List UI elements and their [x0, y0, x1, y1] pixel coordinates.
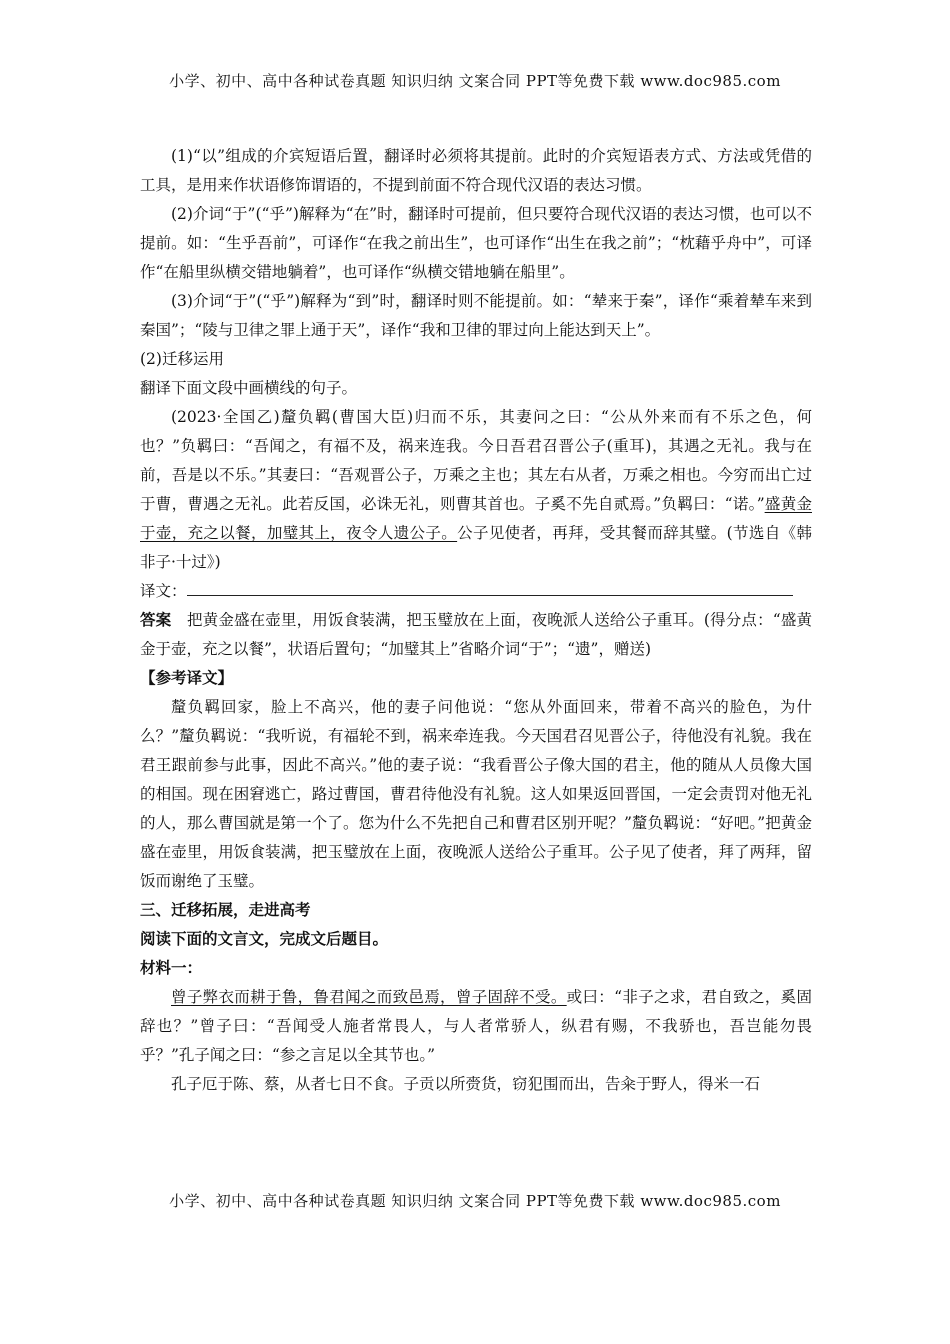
rule-3: (3)介词“于”(“乎”)解释为“到”时，翻译时则不能提前。如：“辇来于秦”，译作“乘着辇车来到秦国”；“陵与卫律之罪上通于天”，译作“我和卫律的罪过向上能达到天上”。: [140, 292, 812, 339]
answer-text: 把黄金盛在壶里，用饭食装满，把玉璧放在上面，夜晚派人送给公子重耳。(得分点：“盛黄金于壶，充之以餐”，状语后置句；“加璧其上”省略介词“于”；“遗”，赠送): [140, 611, 812, 658]
transfer-title: (2)迁移运用: [140, 350, 224, 368]
page-header: 小学、初中、高中各种试卷真题 知识归纳 文案合同 PPT等免费下载 www.doc985.com: [169, 72, 781, 90]
reference-text: 釐负羁回家，脸上不高兴，他的妻子问他说：“您从外面回来，带着不高兴的脸色，为什么？”釐负羁说：“我听说，有福轮不到，祸来牵连我。今天国君召见晋公子，待他没有礼貌。我在君王跟前参与此事，因此不高兴。”他的妻子说：“我看晋公子像大国的君主，他的随从人员像大国的相国。现在困窘逃亡，路过曹国，曹君待他没有礼貌。这人如果返回晋国，一定会责罚对他无礼的人，那么曹国就是第一个了。您为什么不先把自己和曹君区别开呢？”釐负羁说：“好吧。”把黄金盛在壶里，用饭食装满，把玉璧放在上面，夜晚派人送给公子重耳。公子见了使者，拜了两拜，留饭而谢绝了玉璧。: [140, 698, 812, 890]
transfer-passage: [140, 403, 812, 577]
passage-after: 公子见使者，再拜，受其餐而辞其璧。(节选自《韩非子·十过》): [140, 524, 812, 571]
section3-title: 三、迁移拓展，走进高考: [140, 901, 311, 919]
transfer-instruction: 翻译下面文段中画横线的句子。: [140, 379, 358, 397]
rule-1: (1)“以”组成的介宾短语后置，翻译时必须将其提前。此时的介宾短语表方式、方法或凭借的工具，是用来作状语修饰谓语的，不提到前面不符合现代汉语的表达习惯。: [140, 147, 812, 194]
material-paragraph-1-rest: 或曰：“非子之求，君自致之，奚固辞也？”曾子曰：“吾闻受人施者常畏人，与人者常骄人，纵君有赐，不我骄也，吾岂能勿畏乎？”孔子闻之曰：“参之言足以全其节也。”: [140, 988, 812, 1064]
rule-2: (2)介词“于”(“乎”)解释为“在”时，翻译时可提前，但只要符合现代汉语的表达习惯，也可以不提前。如：“生乎吾前”，可译作“在我之前出生”，也可译作“出生在我之前”；“枕藉乎舟中”，可译作“在船里纵横交错地躺着”，也可译作“纵横交错地躺在船里”。: [140, 205, 812, 281]
material-paragraph-1: [140, 983, 812, 1070]
reference-title: 【参考译文】: [140, 669, 234, 687]
page-footer: 小学、初中、高中各种试卷真题 知识归纳 文案合同 PPT等免费下载 www.doc985.com: [169, 1192, 781, 1210]
document-body: [140, 142, 812, 1099]
passage-before: (2023·全国乙)釐负羁(曹国大臣)归而不乐，其妻问之曰：“公从外来而有不乐之色，何也？”负羁曰：“吾闻之，有福不及，祸来连我。今日吾君召晋公子(重耳)，其遇之无礼。我与在前，吾是以不乐。”其妻曰：“吾观晋公子，万乘之主也；其左右从者，万乘之相也。今穷而出亡过于曹，曹遇之无礼。此若反国，必诛无礼，则曹其首也。子奚不先自贰焉。”负羁曰：“诺。”: [140, 408, 812, 513]
section3-instruction: 阅读下面的文言文，完成文后题目。: [140, 930, 389, 948]
translation-row: [140, 577, 812, 606]
translation-blank[interactable]: [187, 581, 793, 596]
material-paragraph-2: 孔子厄于陈、蔡，从者七日不食。子贡以所赍货，窃犯围而出，告籴于野人，得米一石: [171, 1075, 761, 1093]
passage-underlined-sentence: 盛黄金于壶，充之以餐，加璧其上，夜令人遗公子。: [140, 495, 812, 542]
answer-label: 答案: [140, 611, 172, 629]
translation-label: 译文：: [140, 582, 187, 600]
material-label: 材料一：: [140, 959, 203, 977]
material-underlined-sentence: 曾子弊衣而耕于鲁，鲁君闻之而致邑焉，曾子固辞不受。: [171, 988, 567, 1006]
answer-row: [140, 606, 812, 664]
